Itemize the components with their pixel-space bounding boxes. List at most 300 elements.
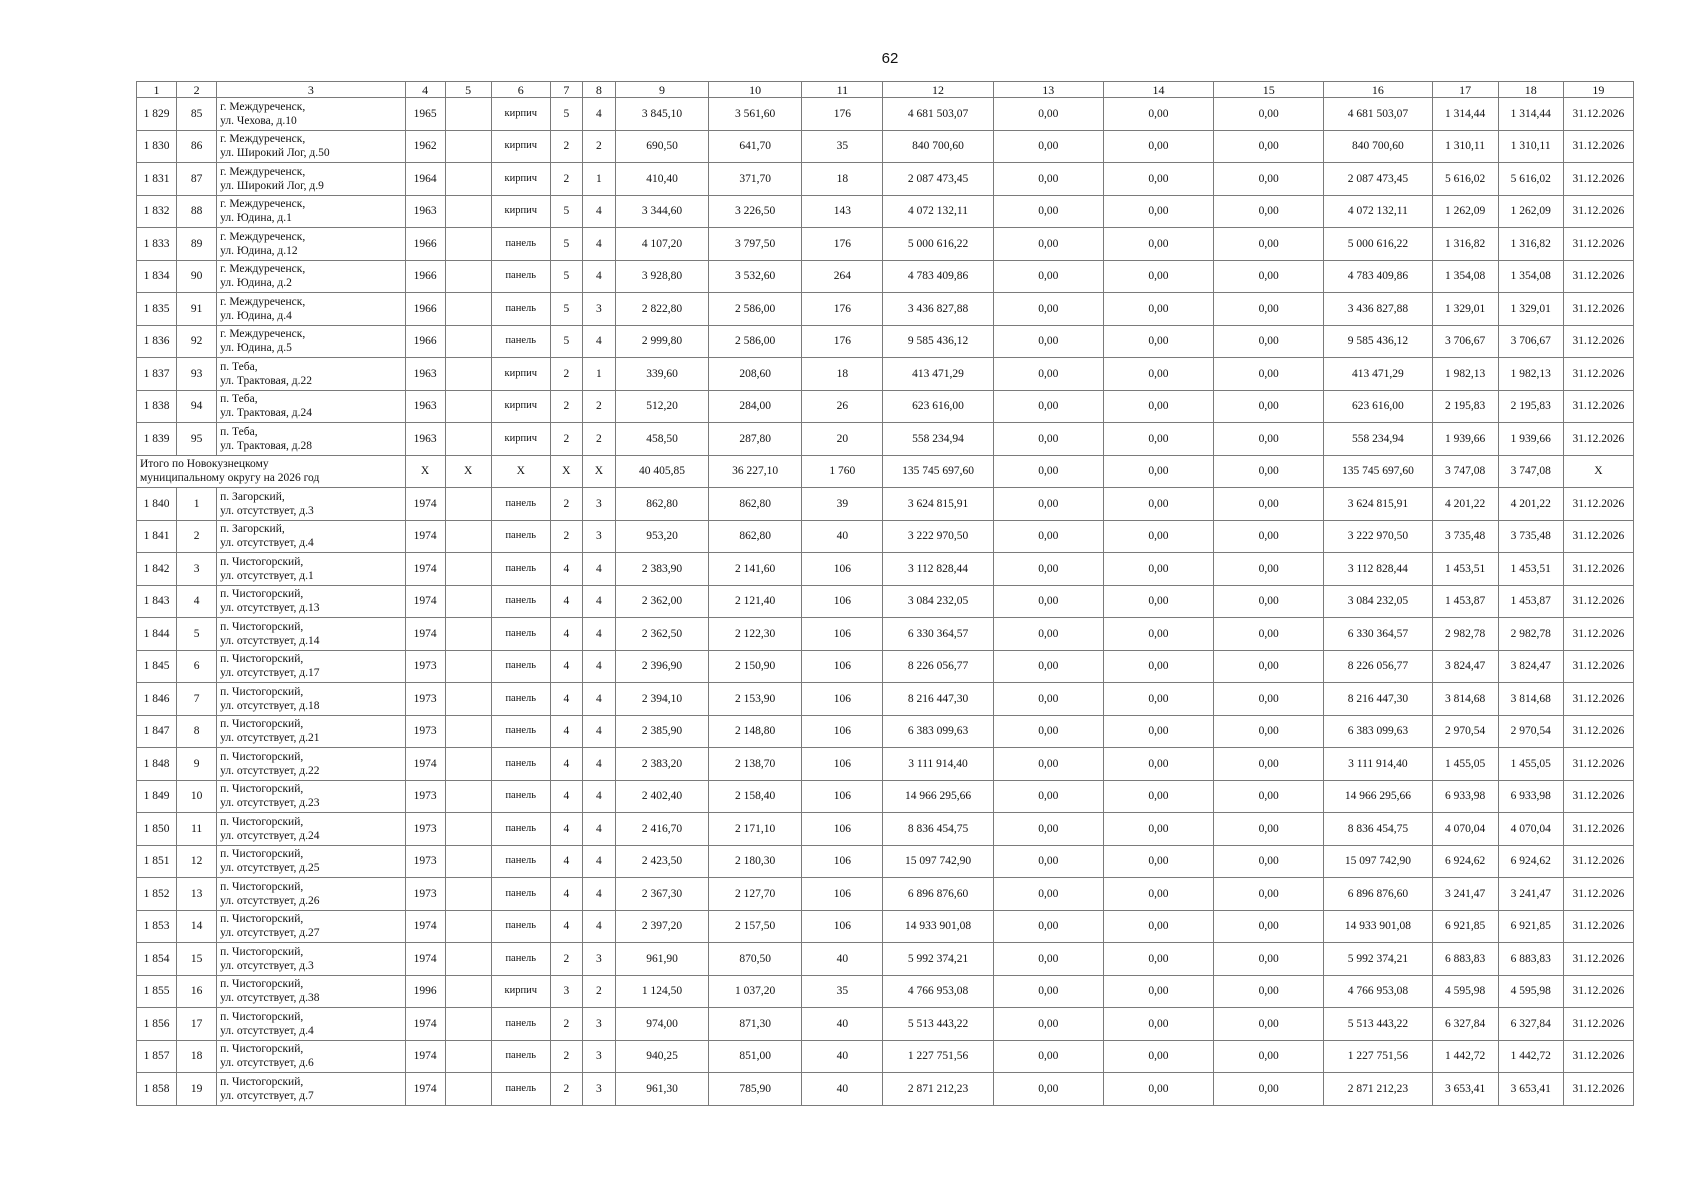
unit-cost-cell: 2 195,83 <box>1432 390 1498 423</box>
table-row <box>137 975 1634 1008</box>
cost-owners-cell: 3 084 232,05 <box>1324 585 1432 618</box>
local-number-cell: 10 <box>177 780 217 813</box>
row-number-cell: 1 846 <box>137 683 177 716</box>
cost-regional-cell: 0,00 <box>1103 163 1213 196</box>
address-cell <box>217 780 405 813</box>
wall-material-cell: кирпич <box>491 975 550 1008</box>
local-number-cell: 85 <box>177 98 217 131</box>
column-number-cell: 14 <box>1103 82 1213 98</box>
cost-federal-cell: 0,00 <box>993 943 1103 976</box>
total-cost-cell: 15 097 742,90 <box>883 845 993 878</box>
year-renovated-cell <box>445 975 491 1008</box>
row-number-cell: 1 855 <box>137 975 177 1008</box>
cost-local-cell: 0,00 <box>1214 98 1324 131</box>
total-cost-cell: 8 226 056,77 <box>883 650 993 683</box>
local-number-cell: 19 <box>177 1073 217 1106</box>
cost-local-cell: 0,00 <box>1214 325 1324 358</box>
cost-regional-cell: 0,00 <box>1103 520 1213 553</box>
locality-line: п. Чистогорский, <box>220 945 304 958</box>
residents-cell: 106 <box>802 683 883 716</box>
total-cost-cell: 3 624 815,91 <box>883 488 993 521</box>
total-wall-material: X <box>491 455 550 488</box>
unit-cost-cell: 4 201,22 <box>1432 488 1498 521</box>
locality-line: г. Междуреченск, <box>220 263 306 276</box>
floors-cell: 4 <box>550 683 582 716</box>
living-area-cell: 2 148,80 <box>709 715 802 748</box>
year-renovated-cell <box>445 1008 491 1041</box>
row-number-cell: 1 833 <box>137 228 177 261</box>
cost-owners-cell: 4 783 409,86 <box>1324 260 1432 293</box>
total-area-cell: 961,90 <box>615 943 708 976</box>
wall-material-cell: панель <box>491 585 550 618</box>
residents-cell: 35 <box>802 130 883 163</box>
year-renovated-cell <box>445 650 491 683</box>
year-renovated-cell <box>445 585 491 618</box>
column-number-cell: 10 <box>709 82 802 98</box>
address-cell <box>217 358 405 391</box>
max-unit-cost-cell: 4 070,04 <box>1498 813 1563 846</box>
cost-local-cell: 0,00 <box>1214 260 1324 293</box>
max-unit-cost-cell: 6 924,62 <box>1498 845 1563 878</box>
floors-cell: 2 <box>550 1040 582 1073</box>
total-area-cell: 2 822,80 <box>615 293 708 326</box>
address-cell <box>217 195 405 228</box>
year-built-cell: 1966 <box>405 325 445 358</box>
local-number-cell: 93 <box>177 358 217 391</box>
total-unit-cost: 3 747,08 <box>1432 455 1498 488</box>
unit-cost-cell: 1 453,51 <box>1432 553 1498 586</box>
cost-federal-cell: 0,00 <box>993 98 1103 131</box>
row-number-cell: 1 857 <box>137 1040 177 1073</box>
deadline-cell: 31.12.2026 <box>1563 813 1633 846</box>
floors-cell: 2 <box>550 358 582 391</box>
year-renovated-cell <box>445 715 491 748</box>
year-renovated-cell <box>445 520 491 553</box>
wall-material-cell: панель <box>491 228 550 261</box>
table-row <box>137 488 1634 521</box>
year-renovated-cell <box>445 553 491 586</box>
address-cell <box>217 683 405 716</box>
cost-federal-cell: 0,00 <box>993 325 1103 358</box>
column-number-cell: 5 <box>445 82 491 98</box>
living-area-cell: 2 127,70 <box>709 878 802 911</box>
row-number-cell: 1 829 <box>137 98 177 131</box>
deadline-cell: 31.12.2026 <box>1563 683 1633 716</box>
local-number-cell: 5 <box>177 618 217 651</box>
total-row <box>137 455 1634 488</box>
locality-line: п. Теба, <box>220 360 258 373</box>
table-row <box>137 878 1634 911</box>
cost-owners-cell: 3 436 827,88 <box>1324 293 1432 326</box>
unit-cost-cell: 6 883,83 <box>1432 943 1498 976</box>
cost-local-cell: 0,00 <box>1214 1008 1324 1041</box>
row-number-cell: 1 850 <box>137 813 177 846</box>
cost-owners-cell: 6 896 876,60 <box>1324 878 1432 911</box>
floors-cell: 4 <box>550 715 582 748</box>
residents-cell: 20 <box>802 423 883 456</box>
max-unit-cost-cell: 1 453,87 <box>1498 585 1563 618</box>
year-built-cell: 1973 <box>405 813 445 846</box>
cost-local-cell: 0,00 <box>1214 358 1324 391</box>
row-number-cell: 1 854 <box>137 943 177 976</box>
total-total-area: 40 405,85 <box>615 455 708 488</box>
table-row <box>137 618 1634 651</box>
living-area-cell: 2 171,10 <box>709 813 802 846</box>
entrances-cell: 4 <box>582 683 615 716</box>
cost-owners-cell: 5 992 374,21 <box>1324 943 1432 976</box>
year-built-cell: 1974 <box>405 1008 445 1041</box>
total-cost-cell: 4 072 132,11 <box>883 195 993 228</box>
address-cell <box>217 488 405 521</box>
locality-line: п. Чистогорский, <box>220 1010 304 1023</box>
row-number-cell: 1 835 <box>137 293 177 326</box>
unit-cost-cell: 1 939,66 <box>1432 423 1498 456</box>
unit-cost-cell: 1 982,13 <box>1432 358 1498 391</box>
wall-material-cell: панель <box>491 780 550 813</box>
deadline-cell: 31.12.2026 <box>1563 943 1633 976</box>
year-renovated-cell <box>445 845 491 878</box>
cost-regional-cell: 0,00 <box>1103 1073 1213 1106</box>
cost-local-cell: 0,00 <box>1214 943 1324 976</box>
entrances-cell: 2 <box>582 423 615 456</box>
year-renovated-cell <box>445 1040 491 1073</box>
max-unit-cost-cell: 3 653,41 <box>1498 1073 1563 1106</box>
total-living-area: 36 227,10 <box>709 455 802 488</box>
max-unit-cost-cell: 6 921,85 <box>1498 910 1563 943</box>
address-cell <box>217 520 405 553</box>
residents-cell: 176 <box>802 293 883 326</box>
cost-regional-cell: 0,00 <box>1103 910 1213 943</box>
cost-federal-cell: 0,00 <box>993 488 1103 521</box>
local-number-cell: 14 <box>177 910 217 943</box>
entrances-cell: 4 <box>582 650 615 683</box>
street-line: ул. Юдина, д.2 <box>220 277 292 290</box>
total-area-cell: 410,40 <box>615 163 708 196</box>
cost-local-cell: 0,00 <box>1214 195 1324 228</box>
total-cost-federal: 0,00 <box>993 455 1103 488</box>
row-number-cell: 1 830 <box>137 130 177 163</box>
cost-owners-cell: 5 000 616,22 <box>1324 228 1432 261</box>
entrances-cell: 3 <box>582 488 615 521</box>
total-deadline: X <box>1563 455 1633 488</box>
locality-line: п. Чистогорский, <box>220 685 304 698</box>
address-cell <box>217 423 405 456</box>
cost-local-cell: 0,00 <box>1214 845 1324 878</box>
total-cost-cell: 3 084 232,05 <box>883 585 993 618</box>
row-number-cell: 1 845 <box>137 650 177 683</box>
total-max-unit-cost: 3 747,08 <box>1498 455 1563 488</box>
living-area-cell: 2 586,00 <box>709 293 802 326</box>
local-number-cell: 9 <box>177 748 217 781</box>
wall-material-cell: панель <box>491 260 550 293</box>
total-cost-regional: 0,00 <box>1103 455 1213 488</box>
cost-owners-cell: 4 766 953,08 <box>1324 975 1432 1008</box>
year-built-cell: 1974 <box>405 553 445 586</box>
cost-local-cell: 0,00 <box>1214 715 1324 748</box>
table-row <box>137 650 1634 683</box>
living-area-cell: 3 561,60 <box>709 98 802 131</box>
year-renovated-cell <box>445 130 491 163</box>
street-line: ул. отсутствует, д.13 <box>220 602 320 615</box>
year-renovated-cell <box>445 813 491 846</box>
cost-local-cell: 0,00 <box>1214 1073 1324 1106</box>
column-number-cell: 16 <box>1324 82 1432 98</box>
entrances-cell: 4 <box>582 748 615 781</box>
local-number-cell: 90 <box>177 260 217 293</box>
column-number-cell: 19 <box>1563 82 1633 98</box>
local-number-cell: 4 <box>177 585 217 618</box>
cost-local-cell: 0,00 <box>1214 780 1324 813</box>
wall-material-cell: панель <box>491 618 550 651</box>
locality-line: п. Чистогорский, <box>220 750 304 763</box>
living-area-cell: 2 586,00 <box>709 325 802 358</box>
floors-cell: 2 <box>550 1073 582 1106</box>
row-number-cell: 1 838 <box>137 390 177 423</box>
year-built-cell: 1974 <box>405 943 445 976</box>
year-built-cell: 1966 <box>405 228 445 261</box>
wall-material-cell: панель <box>491 488 550 521</box>
street-line: ул. отсутствует, д.1 <box>220 569 314 582</box>
street-line: ул. отсутствует, д.6 <box>220 1057 314 1070</box>
local-number-cell: 15 <box>177 943 217 976</box>
wall-material-cell: кирпич <box>491 390 550 423</box>
year-built-cell: 1973 <box>405 845 445 878</box>
cost-owners-cell: 3 111 914,40 <box>1324 748 1432 781</box>
wall-material-cell: панель <box>491 683 550 716</box>
wall-material-cell: кирпич <box>491 423 550 456</box>
cost-federal-cell: 0,00 <box>993 520 1103 553</box>
total-cost-cell: 8 216 447,30 <box>883 683 993 716</box>
max-unit-cost-cell: 6 327,84 <box>1498 1008 1563 1041</box>
entrances-cell: 4 <box>582 98 615 131</box>
deadline-cell: 31.12.2026 <box>1563 163 1633 196</box>
deadline-cell: 31.12.2026 <box>1563 553 1633 586</box>
street-line: ул. отсутствует, д.26 <box>220 894 320 907</box>
address-cell <box>217 943 405 976</box>
row-number-cell: 1 831 <box>137 163 177 196</box>
year-built-cell: 1974 <box>405 1073 445 1106</box>
cost-regional-cell: 0,00 <box>1103 1008 1213 1041</box>
max-unit-cost-cell: 1 354,08 <box>1498 260 1563 293</box>
unit-cost-cell: 4 070,04 <box>1432 813 1498 846</box>
wall-material-cell: панель <box>491 520 550 553</box>
column-number-cell: 7 <box>550 82 582 98</box>
total-area-cell: 1 124,50 <box>615 975 708 1008</box>
entrances-cell: 4 <box>582 910 615 943</box>
cost-regional-cell: 0,00 <box>1103 488 1213 521</box>
unit-cost-cell: 3 814,68 <box>1432 683 1498 716</box>
total-area-cell: 2 402,40 <box>615 780 708 813</box>
total-entrances: X <box>582 455 615 488</box>
cost-regional-cell: 0,00 <box>1103 845 1213 878</box>
residents-cell: 40 <box>802 1073 883 1106</box>
entrances-cell: 3 <box>582 293 615 326</box>
living-area-cell: 2 141,60 <box>709 553 802 586</box>
living-area-cell: 851,00 <box>709 1040 802 1073</box>
floors-cell: 2 <box>550 520 582 553</box>
street-line: ул. отсутствует, д.25 <box>220 862 320 875</box>
column-number-cell: 12 <box>883 82 993 98</box>
residents-cell: 106 <box>802 650 883 683</box>
wall-material-cell: панель <box>491 650 550 683</box>
table-row <box>137 98 1634 131</box>
cost-local-cell: 0,00 <box>1214 910 1324 943</box>
total-area-cell: 2 362,50 <box>615 618 708 651</box>
wall-material-cell: панель <box>491 813 550 846</box>
cost-federal-cell: 0,00 <box>993 423 1103 456</box>
local-number-cell: 95 <box>177 423 217 456</box>
living-area-cell: 208,60 <box>709 358 802 391</box>
year-built-cell: 1973 <box>405 878 445 911</box>
table-row <box>137 260 1634 293</box>
residents-cell: 176 <box>802 228 883 261</box>
locality-line: п. Чистогорский, <box>220 815 304 828</box>
locality-line: п. Чистогорский, <box>220 978 304 991</box>
cost-owners-cell: 6 383 099,63 <box>1324 715 1432 748</box>
street-line: ул. отсутствует, д.24 <box>220 829 320 842</box>
deadline-cell: 31.12.2026 <box>1563 423 1633 456</box>
year-renovated-cell <box>445 910 491 943</box>
row-number-cell: 1 836 <box>137 325 177 358</box>
wall-material-cell: кирпич <box>491 130 550 163</box>
local-number-cell: 6 <box>177 650 217 683</box>
unit-cost-cell: 3 706,67 <box>1432 325 1498 358</box>
column-number-cell: 3 <box>217 82 405 98</box>
total-cost-cell: 1 227 751,56 <box>883 1040 993 1073</box>
cost-owners-cell: 8 216 447,30 <box>1324 683 1432 716</box>
address-cell <box>217 1040 405 1073</box>
cost-local-cell: 0,00 <box>1214 748 1324 781</box>
locality-line: г. Междуреченск, <box>220 230 306 243</box>
cost-owners-cell: 5 513 443,22 <box>1324 1008 1432 1041</box>
cost-owners-cell: 840 700,60 <box>1324 130 1432 163</box>
locality-line: п. Чистогорский, <box>220 880 304 893</box>
entrances-cell: 4 <box>582 325 615 358</box>
cost-regional-cell: 0,00 <box>1103 683 1213 716</box>
unit-cost-cell: 1 442,72 <box>1432 1040 1498 1073</box>
cost-regional-cell: 0,00 <box>1103 390 1213 423</box>
cost-local-cell: 0,00 <box>1214 520 1324 553</box>
deadline-cell: 31.12.2026 <box>1563 585 1633 618</box>
entrances-cell: 2 <box>582 975 615 1008</box>
cost-federal-cell: 0,00 <box>993 1040 1103 1073</box>
entrances-cell: 3 <box>582 1040 615 1073</box>
deadline-cell: 31.12.2026 <box>1563 293 1633 326</box>
floors-cell: 4 <box>550 748 582 781</box>
local-number-cell: 94 <box>177 390 217 423</box>
cost-local-cell: 0,00 <box>1214 1040 1324 1073</box>
cost-owners-cell: 1 227 751,56 <box>1324 1040 1432 1073</box>
row-number-cell: 1 852 <box>137 878 177 911</box>
local-number-cell: 8 <box>177 715 217 748</box>
cost-regional-cell: 0,00 <box>1103 943 1213 976</box>
total-residents: 1 760 <box>802 455 883 488</box>
year-built-cell: 1974 <box>405 585 445 618</box>
residents-cell: 143 <box>802 195 883 228</box>
total-cost-cell: 3 436 827,88 <box>883 293 993 326</box>
table-row <box>137 293 1634 326</box>
total-area-cell: 2 397,20 <box>615 910 708 943</box>
max-unit-cost-cell: 1 329,01 <box>1498 293 1563 326</box>
unit-cost-cell: 6 933,98 <box>1432 780 1498 813</box>
year-built-cell: 1973 <box>405 650 445 683</box>
living-area-cell: 284,00 <box>709 390 802 423</box>
cost-owners-cell: 2 087 473,45 <box>1324 163 1432 196</box>
living-area-cell: 1 037,20 <box>709 975 802 1008</box>
cost-federal-cell: 0,00 <box>993 780 1103 813</box>
year-renovated-cell <box>445 780 491 813</box>
address-cell <box>217 585 405 618</box>
street-line: ул. Трактовая, д.24 <box>220 407 313 420</box>
deadline-cell: 31.12.2026 <box>1563 520 1633 553</box>
wall-material-cell: панель <box>491 1008 550 1041</box>
unit-cost-cell: 2 970,54 <box>1432 715 1498 748</box>
street-line: ул. отсутствует, д.14 <box>220 634 320 647</box>
column-number-cell: 6 <box>491 82 550 98</box>
cost-federal-cell: 0,00 <box>993 390 1103 423</box>
cost-federal-cell: 0,00 <box>993 358 1103 391</box>
locality-line: п. Чистогорский, <box>220 588 304 601</box>
cost-federal-cell: 0,00 <box>993 1008 1103 1041</box>
residents-cell: 106 <box>802 780 883 813</box>
column-number-cell: 13 <box>993 82 1103 98</box>
locality-line: г. Междуреченск, <box>220 295 306 308</box>
table-row <box>137 715 1634 748</box>
table-row <box>137 553 1634 586</box>
page-number: 62 <box>881 50 899 67</box>
cost-federal-cell: 0,00 <box>993 195 1103 228</box>
max-unit-cost-cell: 1 262,09 <box>1498 195 1563 228</box>
local-number-cell: 89 <box>177 228 217 261</box>
floors-cell: 4 <box>550 878 582 911</box>
floors-cell: 5 <box>550 293 582 326</box>
wall-material-cell: кирпич <box>491 98 550 131</box>
address-cell <box>217 748 405 781</box>
living-area-cell: 2 122,30 <box>709 618 802 651</box>
local-number-cell: 3 <box>177 553 217 586</box>
column-number-cell: 4 <box>405 82 445 98</box>
living-area-cell: 2 150,90 <box>709 650 802 683</box>
residents-cell: 26 <box>802 390 883 423</box>
deadline-cell: 31.12.2026 <box>1563 195 1633 228</box>
locality-line: п. Загорский, <box>220 523 285 536</box>
floors-cell: 4 <box>550 813 582 846</box>
total-area-cell: 2 423,50 <box>615 845 708 878</box>
residents-cell: 35 <box>802 975 883 1008</box>
total-cost-cell: 623 616,00 <box>883 390 993 423</box>
cost-regional-cell: 0,00 <box>1103 195 1213 228</box>
year-renovated-cell <box>445 228 491 261</box>
local-number-cell: 12 <box>177 845 217 878</box>
table-row <box>137 130 1634 163</box>
wall-material-cell: панель <box>491 845 550 878</box>
cost-regional-cell: 0,00 <box>1103 650 1213 683</box>
max-unit-cost-cell: 1 310,11 <box>1498 130 1563 163</box>
cost-federal-cell: 0,00 <box>993 975 1103 1008</box>
living-area-cell: 2 138,70 <box>709 748 802 781</box>
floors-cell: 4 <box>550 585 582 618</box>
deadline-cell: 31.12.2026 <box>1563 748 1633 781</box>
floors-cell: 2 <box>550 943 582 976</box>
locality-line: г. Междуреченск, <box>220 100 306 113</box>
residents-cell: 176 <box>802 325 883 358</box>
cost-federal-cell: 0,00 <box>993 748 1103 781</box>
total-label <box>137 455 406 488</box>
floors-cell: 2 <box>550 423 582 456</box>
locality-line: п. Чистогорский, <box>220 1075 304 1088</box>
entrances-cell: 2 <box>582 390 615 423</box>
table-row <box>137 748 1634 781</box>
